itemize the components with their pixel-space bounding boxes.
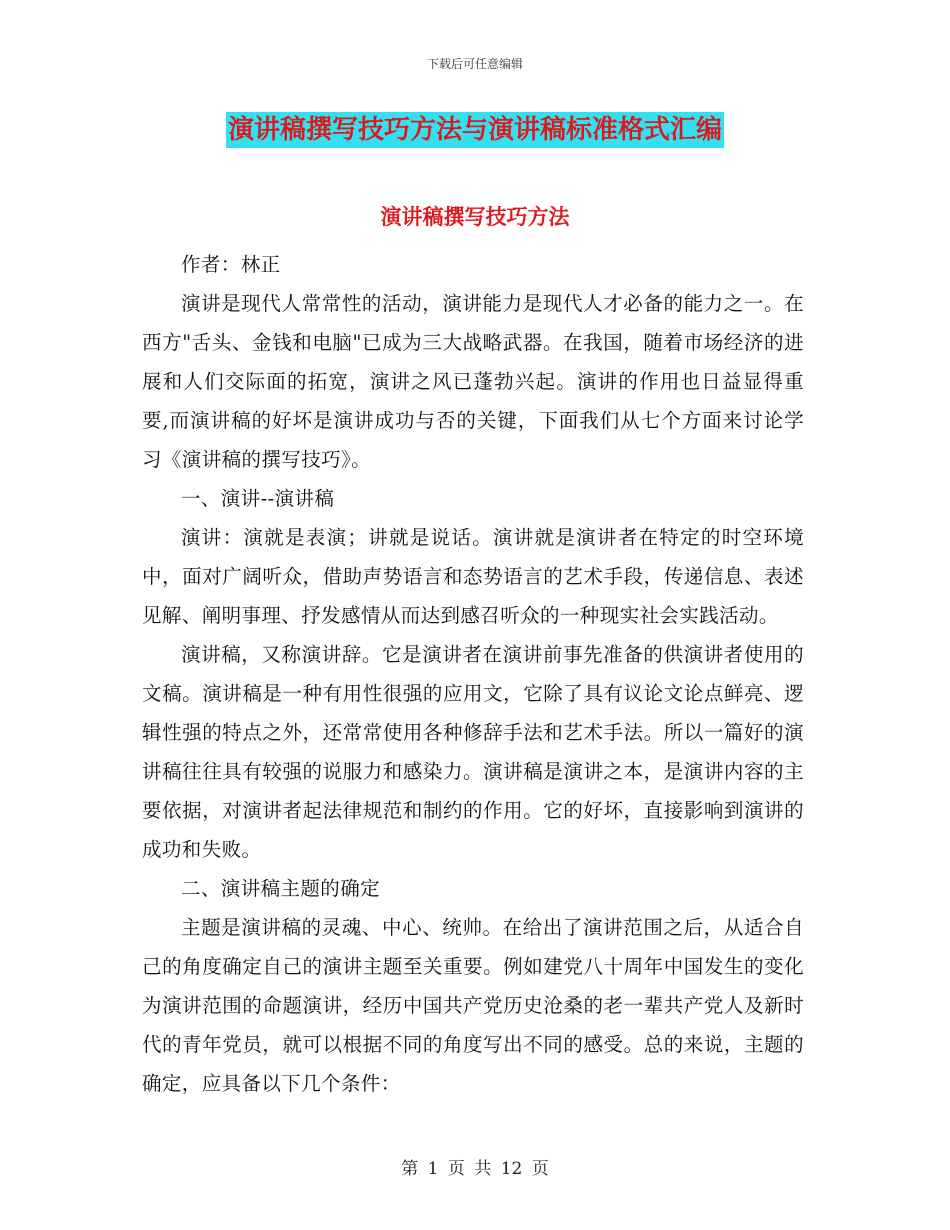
main-title-container bbox=[0, 112, 950, 148]
author-line: 作者：林正 bbox=[181, 253, 281, 276]
body-paragraph: 主题是演讲稿的灵魂、中心、统帅。在给出了演讲范围之后，从适合自己的角度确定自己的演讲主题至关重要。例如建党八十周年中国发生的变化为演讲范围的命题演讲，经历中国共产党历史沧桑的老一辈共产党人及新时代的青年党员，就可以根据不同的角度写出不同的感受。总的来说，主题的确定，应具备以下几个条件： bbox=[142, 916, 804, 1095]
section-heading: 一、演讲--演讲稿 bbox=[181, 487, 335, 510]
page-number-footer: 第 1 页 共 12 页 bbox=[401, 1159, 549, 1179]
document-title: 演讲稿撰写技巧方法与演讲稿标准格式汇编 bbox=[226, 112, 724, 148]
section-title: 演讲稿撰写技巧方法 bbox=[380, 204, 570, 229]
body-paragraph: 演讲是现代人常常性的活动，演讲能力是现代人才必备的能力之一。在西方"舌头、金钱和电脑"已成为三大战略武器。在我国，随着市场经济的进展和人们交际面的拓宽，演讲之风已蓬勃兴起。演讲的作用也日益显得重要,而演讲稿的好坏是演讲成功与否的关键，下面我们从七个方面来讨论学习《演讲稿的撰写技巧》。 bbox=[142, 292, 804, 471]
section-heading: 二、演讲稿主题的确定 bbox=[181, 877, 381, 900]
document-body bbox=[142, 245, 804, 1103]
body-paragraph: 演讲稿，又称演讲辞。它是演讲者在演讲前事先准备的供演讲者使用的文稿。演讲稿是一种有用性很强的应用文，它除了具有议论文论点鲜亮、逻辑性强的特点之外，还常常使用各种修辞手法和艺术手法。所以一篇好的演讲稿往往具有较强的说服力和感染力。演讲稿是演讲之本，是演讲内容的主要依据，对演讲者起法律规范和制约的作用。它的好坏，直接影响到演讲的成功和失败。 bbox=[142, 643, 804, 861]
page-header-note: 下载后可任意编辑 bbox=[426, 57, 523, 71]
body-paragraph: 演讲：演就是表演；讲就是说话。演讲就是演讲者在特定的时空环境中，面对广阔听众，借助声势语言和态势语言的艺术手段，传递信息、表述见解、阐明事理、抒发感情从而达到感召听众的一种现实社会实践活动。 bbox=[142, 526, 804, 627]
